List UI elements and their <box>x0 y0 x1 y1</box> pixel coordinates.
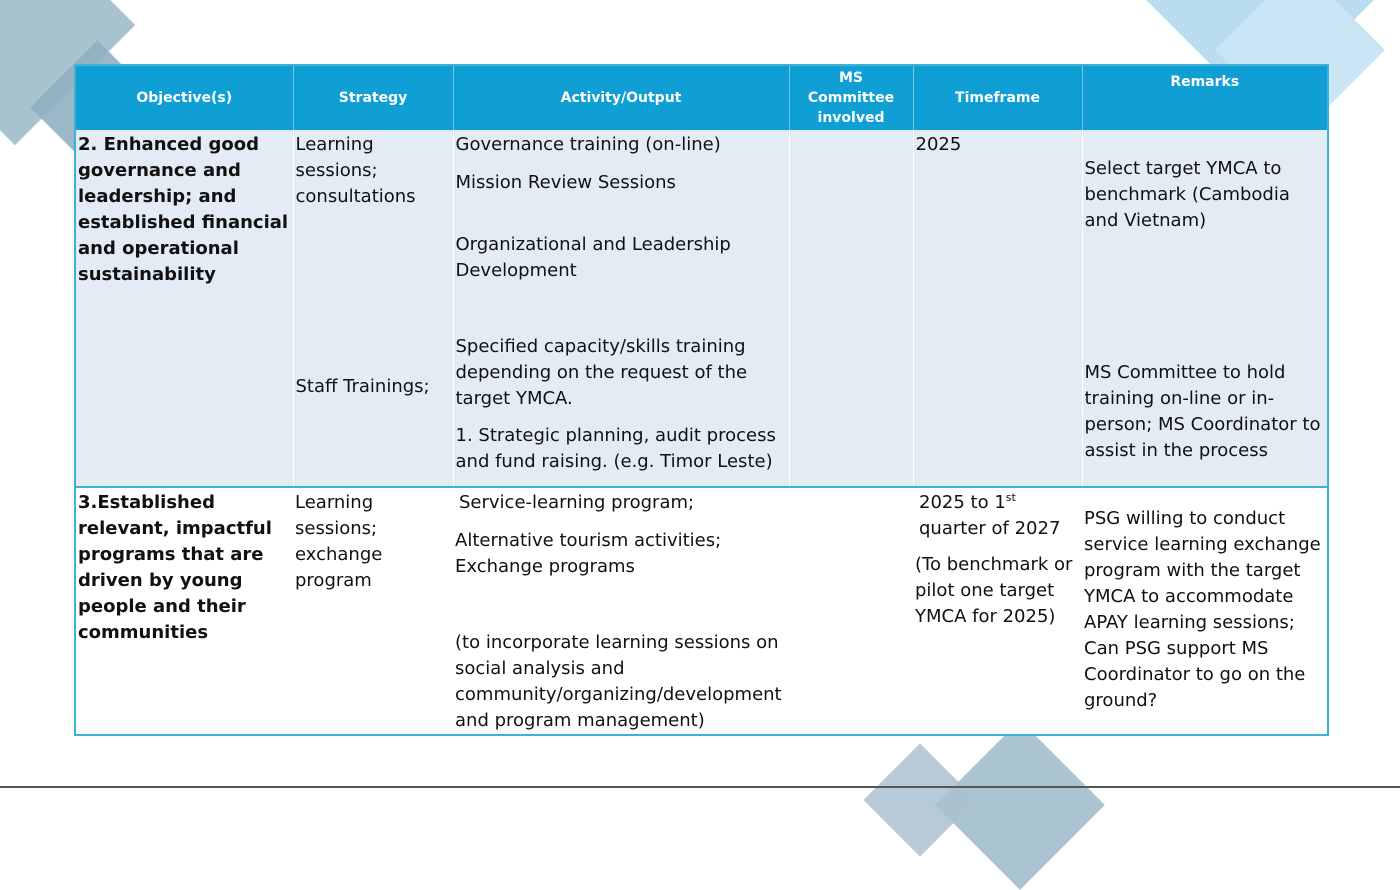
timeframe-cell <box>913 487 1082 735</box>
remarks-cell <box>1082 130 1328 487</box>
header-committee-line2: involved <box>817 110 885 127</box>
activity-text: Service-learning program; <box>459 492 695 513</box>
activity-cell <box>453 130 789 487</box>
decorative-diamond <box>863 743 976 856</box>
header-remarks: Remarks <box>1082 65 1328 130</box>
timeframe-note: (To benchmark or pilot one target YMCA for 2025) <box>915 554 1073 627</box>
header-committee <box>789 65 913 130</box>
remarks-text: MS Committee to hold training on-line or in-person; MS Coordinator to assist in the process <box>1084 362 1321 461</box>
strategy-cell: Learning sessions; exchange program <box>293 487 453 735</box>
activity-text: Organizational and Leadership Development <box>455 234 731 281</box>
timeframe-superscript: st <box>1005 491 1016 504</box>
activity-text: Alternative tourism activities; Exchange programs <box>455 530 722 577</box>
header-strategy: Strategy <box>293 65 453 130</box>
plan-table <box>74 64 1329 736</box>
header-activity: Activity/Output <box>453 65 789 130</box>
header-timeframe: Timeframe <box>913 65 1082 130</box>
timeframe-text <box>915 490 1080 542</box>
activity-text: 1. Strategic planning, audit process and fund raising. (e.g. Timor Leste) <box>455 425 776 472</box>
remarks-text: Select target YMCA to benchmark (Cambodia and Vietnam) <box>1084 158 1290 231</box>
strategy-text: Learning sessions; consultations <box>295 134 416 207</box>
objective-cell: 2. Enhanced good governance and leadership; and established financial and operational sustainability <box>75 130 293 487</box>
objective-cell: 3.Established relevant, impactful programs that are driven by young people and their communities <box>75 487 293 735</box>
activity-text: Mission Review Sessions <box>455 172 676 193</box>
table-row <box>75 130 1328 487</box>
timeframe-start: 2025 to 1 <box>919 492 1006 513</box>
remarks-cell: PSG willing to conduct service learning exchange program with the target YMCA to accommodate APAY learning sessions; Can PSG support MS Coordinator to go on the ground? <box>1082 487 1328 735</box>
header-committee-line1: MS Committee <box>807 69 895 106</box>
activity-text: Governance training (on-line) <box>455 134 721 155</box>
activity-text: Specified capacity/skills training depending on the request of the target YMCA. <box>455 336 748 409</box>
committee-cell <box>789 487 913 735</box>
strategy-cell <box>293 130 453 487</box>
timeframe-end: quarter of 2027 <box>919 518 1061 539</box>
header-objective: Objective(s) <box>75 65 293 130</box>
activity-cell <box>453 487 789 735</box>
timeframe-cell: 2025 <box>913 130 1082 487</box>
strategy-text: Staff Trainings; <box>295 376 430 397</box>
table-row <box>75 487 1328 735</box>
table-header-row <box>75 65 1328 130</box>
committee-cell <box>789 130 913 487</box>
activity-text: (to incorporate learning sessions on social analysis and community/organizing/development and program management) <box>455 632 782 731</box>
